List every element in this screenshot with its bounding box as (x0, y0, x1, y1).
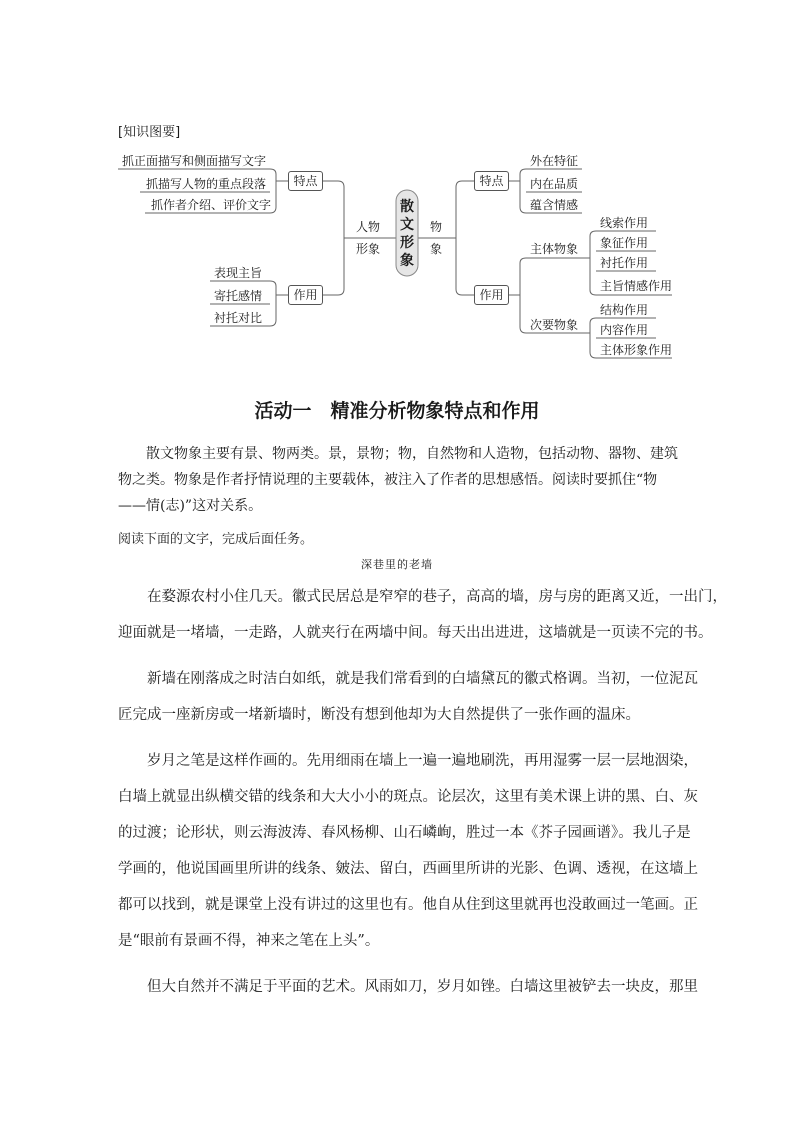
essay-line: 都可以找到，就是课堂上没有讲过的这里也有。他自从住到这里就再也没敢画过一笔画。正 (118, 897, 698, 913)
right-feature-item: 蕴含情感 (530, 198, 579, 212)
left-feature-item: 抓描写人物的重点段落 (146, 177, 267, 191)
left-branch-label-top: 人物 (356, 220, 381, 234)
left-function-item: 寄托感情 (214, 289, 263, 303)
essay-line: 新墙在刚落成之时洁白如纸，就是我们常看到的白墙黛瓦的徽式格调。当初，一位泥瓦 (118, 671, 698, 687)
essay-line: 匠完成一座新房或一堵新墙时，断没有想到他却为大自然提供了一张作画的温床。 (118, 707, 640, 723)
instruction-text: 阅读下面的文字，完成后面任务。 (118, 532, 314, 547)
left-feature-item: 抓作者介绍、评价文字 (151, 198, 272, 212)
secondary-object-item: 主体形象作用 (600, 343, 673, 357)
secondary-object-item: 结构作用 (600, 303, 649, 317)
right-branch-label-bottom: 象 (430, 242, 443, 256)
essay-line: 但大自然并不满足于平面的艺术。风雨如刀，岁月如锉。白墙这里被铲去一块皮，那里 (118, 979, 698, 995)
main-object-label: 主体物象 (530, 242, 579, 256)
main-object-item: 衬托作用 (600, 256, 649, 270)
main-object-item: 线索作用 (600, 216, 649, 230)
right-feature-item: 外在特征 (530, 154, 579, 168)
secondary-object-item: 内容作用 (600, 323, 649, 337)
left-branch-label-bottom: 形象 (356, 242, 381, 256)
main-object-item: 象征作用 (600, 236, 649, 250)
left-features-node: 特点 (288, 171, 323, 191)
left-function-item: 衬托对比 (214, 311, 263, 325)
right-functions-node: 作用 (474, 285, 509, 305)
essay-line: 是“眼前有景画不得，神来之笔在上头”。 (118, 933, 380, 949)
right-feature-item: 内在品质 (530, 177, 579, 191)
essay-line: 的过渡；论形状，则云海波涛、春风杨柳、山石嶙峋，胜过一本《芥子园画谱》。我儿子是 (118, 825, 691, 841)
essay-line: 白墙上就显出纵横交错的线条和大大小小的斑点。论层次，这里有美术课上讲的黑、白、灰 (118, 789, 698, 805)
intro-paragraph: 散文物象主要有景、物两类。景，景物；物，自然物和人造物，包括动物、器物、建筑物之类。物象是作者抒情说理的主要载体，被注入了作者的思想感悟。阅读时要抓住“物——情(志)”这对关系。 (118, 446, 678, 514)
main-object-item: 主旨情感作用 (600, 279, 673, 293)
mind-map-connectors (0, 0, 794, 380)
right-features-node: 特点 (474, 171, 509, 191)
left-function-item: 表现主旨 (214, 266, 263, 280)
left-feature-item: 抓正面描写和侧面描写文字 (122, 154, 267, 168)
right-branch-label-top: 物 (430, 220, 443, 234)
essay-line: 岁月之笔是这样作画的。先用细雨在墙上一遍一遍地刷洗，再用湿雾一层一层地洇染， (118, 753, 698, 769)
essay-line: 学画的，他说国画里所讲的线条、皴法、留白，西画里所讲的光影、色调、透视，在这墙上 (118, 861, 698, 877)
section-title: 活动一 精准分析物象特点和作用 (254, 400, 540, 422)
knowledge-map-heading: [知识图要] (118, 125, 181, 140)
secondary-object-label: 次要物象 (530, 318, 579, 332)
center-node-label: 散文形象 (400, 199, 414, 269)
essay-line: 在婺源农村小住几天。徽式民居总是窄窄的巷子，高高的墙，房与房的距离又近，一出门， (118, 589, 727, 605)
essay-body (118, 579, 727, 1005)
essay-line: 迎面就是一堵墙，一走路，人就夹行在两墙中间。每天出出进进，这墙就是一页读不完的书。 (118, 625, 713, 641)
essay-title: 深巷里的老墙 (361, 558, 433, 571)
left-functions-node: 作用 (288, 285, 323, 305)
